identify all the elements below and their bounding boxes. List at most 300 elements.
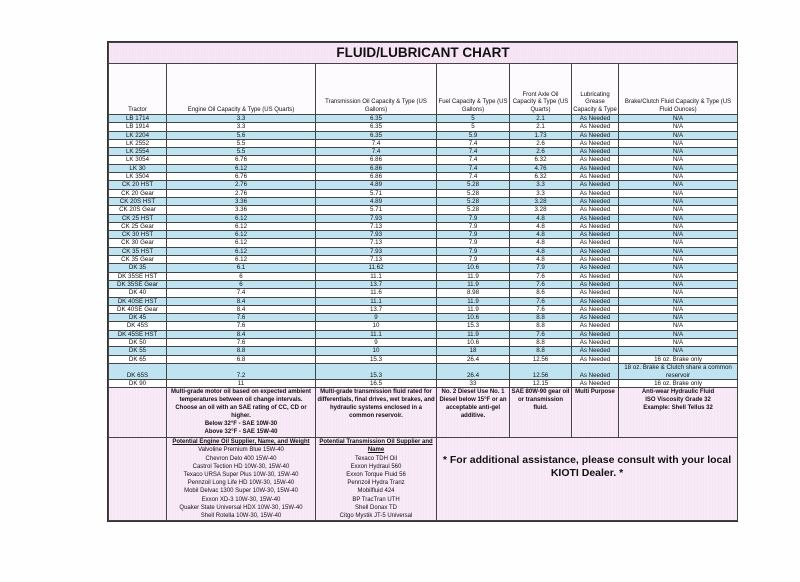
cell-tractor: DK 35SE Gear <box>109 280 167 288</box>
cell-brake: N/A <box>619 256 738 264</box>
trans-suppliers <box>316 438 437 521</box>
cell-brake: 16 oz. Brake only <box>619 355 738 363</box>
cell-grease: As Needed <box>572 123 619 131</box>
table-row <box>109 355 738 363</box>
cell-brake: N/A <box>619 272 738 280</box>
table-row <box>109 322 738 330</box>
cell-brake: N/A <box>619 123 738 131</box>
cell-fuel: 11.9 <box>437 330 510 338</box>
table-row <box>109 272 738 280</box>
cell-engine: 6.12 <box>167 256 316 264</box>
cell-fuel: 11.9 <box>437 280 510 288</box>
cell-brake: N/A <box>619 305 738 313</box>
cell-tractor: CK 30 Gear <box>109 239 167 247</box>
cell-grease: As Needed <box>572 164 619 172</box>
table-row <box>109 239 738 247</box>
cell-tractor: DK 55 <box>109 347 167 355</box>
supplier-item: Citgo Mystik JT-5 Universal <box>339 513 413 520</box>
cell-brake: N/A <box>619 222 738 230</box>
engine-suppliers <box>167 438 316 521</box>
header-grease: Lubricating Grease Capacity & Type <box>572 64 619 115</box>
cell-grease: As Needed <box>572 148 619 156</box>
cell-grease: As Needed <box>572 222 619 230</box>
cell-engine: 6 <box>167 272 316 280</box>
cell-engine: 5.6 <box>167 131 316 139</box>
cell-tractor: DK 40 <box>109 289 167 297</box>
table-row <box>109 339 738 347</box>
cell-tractor: DK 50 <box>109 339 167 347</box>
cell-fuel: 5 <box>437 123 510 131</box>
cell-grease: As Needed <box>572 206 619 214</box>
suppliers-blank <box>109 438 167 521</box>
cell-engine: 3.3 <box>167 123 316 131</box>
cell-fuel: 11.9 <box>437 272 510 280</box>
cell-axle: 8.8 <box>510 347 572 355</box>
cell-brake: N/A <box>619 156 738 164</box>
cell-grease: As Needed <box>572 339 619 347</box>
cell-trans: 4.89 <box>316 197 437 205</box>
table-row <box>109 214 738 222</box>
cell-brake: N/A <box>619 297 738 305</box>
cell-brake: N/A <box>619 330 738 338</box>
table-row <box>109 247 738 255</box>
cell-grease: As Needed <box>572 280 619 288</box>
table-row <box>109 347 738 355</box>
cell-trans: 9 <box>316 314 437 322</box>
cell-axle: 1.73 <box>510 131 572 139</box>
header-engine-oil: Engine Oil Capacity & Type (US Quarts) <box>167 64 316 115</box>
cell-axle: 3.3 <box>510 181 572 189</box>
cell-trans: 10 <box>316 347 437 355</box>
notes-front-axle: SAE 80W-90 gear oil or transmission fluid. <box>510 388 572 438</box>
cell-trans: 16.5 <box>316 379 437 387</box>
cell-tractor: CK 30 HST <box>109 231 167 239</box>
cell-brake: N/A <box>619 115 738 123</box>
cell-tractor: LB 1914 <box>109 123 167 131</box>
cell-brake: N/A <box>619 289 738 297</box>
cell-fuel: 5.28 <box>437 181 510 189</box>
cell-axle: 4.8 <box>510 214 572 222</box>
cell-fuel: 26.4 <box>437 363 510 379</box>
cell-brake: 16 oz. Brake only <box>619 379 738 387</box>
cell-fuel: 7.9 <box>437 239 510 247</box>
cell-engine: 7.6 <box>167 339 316 347</box>
cell-trans: 7.13 <box>316 222 437 230</box>
supplier-item: Texaco TDH Oil <box>355 455 397 462</box>
table-row <box>109 189 738 197</box>
cell-fuel: 7.9 <box>437 222 510 230</box>
notes-grease: Multi Purpose <box>572 388 619 438</box>
cell-fuel: 7.4 <box>437 156 510 164</box>
table-row <box>109 123 738 131</box>
table-row <box>109 197 738 205</box>
cell-fuel: 7.9 <box>437 256 510 264</box>
cell-grease: As Needed <box>572 264 619 272</box>
cell-grease: As Needed <box>572 181 619 189</box>
table-row <box>109 115 738 123</box>
header-front-axle-oil: Front Axle Oil Capacity & Type (US Quarts) <box>510 64 572 115</box>
header-row <box>109 64 738 115</box>
cell-axle: 6.32 <box>510 156 572 164</box>
cell-grease: As Needed <box>572 355 619 363</box>
cell-axle: 7.6 <box>510 280 572 288</box>
supplier-item: Shell Rotella 10W-30, 15W-40 <box>200 513 282 520</box>
cell-axle: 8.8 <box>510 322 572 330</box>
cell-fuel: 5 <box>437 115 510 123</box>
brake-note-2: ISO Viscosity Grade 32 <box>645 397 711 404</box>
cell-trans: 6.86 <box>316 156 437 164</box>
cell-fuel: 10.6 <box>437 314 510 322</box>
cell-engine: 6.12 <box>167 247 316 255</box>
engine-suppliers-title: Potential Engine Oil Supplier, Name, and Weight <box>172 439 310 446</box>
supplier-item: Pennzoil Long Life HD 10W-30, 15W-40 <box>187 480 295 487</box>
cell-axle: 7.6 <box>510 297 572 305</box>
cell-brake: N/A <box>619 181 738 189</box>
trans-suppliers-list <box>317 455 435 521</box>
cell-axle: 3.28 <box>510 206 572 214</box>
cell-engine: 7.2 <box>167 363 316 379</box>
cell-grease: As Needed <box>572 305 619 313</box>
supplier-item: Mobil Delvac 1300 Super 10W-30, 15W-40 <box>184 488 298 495</box>
cell-fuel: 7.9 <box>437 247 510 255</box>
cell-brake: N/A <box>619 139 738 147</box>
cell-trans: 5.71 <box>316 189 437 197</box>
cell-trans: 7.93 <box>316 214 437 222</box>
cell-engine: 2.76 <box>167 189 316 197</box>
cell-engine: 11 <box>167 379 316 387</box>
cell-grease: As Needed <box>572 379 619 387</box>
cell-tractor: DK 65 <box>109 355 167 363</box>
cell-fuel: 11.9 <box>437 297 510 305</box>
cell-trans: 11.1 <box>316 330 437 338</box>
supplier-item: Chevron Delo 400 15W-40 <box>205 455 277 462</box>
supplier-item: Shell Donax TD <box>355 504 397 511</box>
cell-tractor: CK 20S HST <box>109 197 167 205</box>
header-tractor: Tractor <box>109 64 167 115</box>
notes-brake <box>619 388 738 438</box>
table-body <box>109 115 738 388</box>
cell-trans: 7.93 <box>316 247 437 255</box>
cell-trans: 15.3 <box>316 363 437 379</box>
cell-fuel: 7.4 <box>437 164 510 172</box>
cell-engine: 2.76 <box>167 181 316 189</box>
cell-fuel: 7.9 <box>437 231 510 239</box>
cell-trans: 10 <box>316 322 437 330</box>
cell-tractor: CK 25 Gear <box>109 222 167 230</box>
cell-grease: As Needed <box>572 115 619 123</box>
table-row <box>109 131 738 139</box>
engine-note: Multi-grade motor oil based on expected ambient temperatures between oil change intervals. Choose an oil with an SAE rating of CC, CD or higher. <box>170 389 312 420</box>
supplier-item: Valvoline Premium Blue 15W-40 <box>198 447 284 454</box>
cell-trans: 7.4 <box>316 148 437 156</box>
engine-below: Below 32°F - SAE 10W-30 <box>204 421 278 428</box>
cell-trans: 5.71 <box>316 206 437 214</box>
notes-fuel: No. 2 Diesel Use No. 1 Diesel below 15°F or an acceptable anti-gel additive. <box>437 388 510 438</box>
cell-fuel: 7.4 <box>437 173 510 181</box>
cell-tractor: LK 3054 <box>109 156 167 164</box>
cell-trans: 9 <box>316 339 437 347</box>
table-row <box>109 256 738 264</box>
cell-grease: As Needed <box>572 314 619 322</box>
cell-trans: 7.13 <box>316 239 437 247</box>
cell-engine: 7.4 <box>167 289 316 297</box>
cell-axle: 12.56 <box>510 355 572 363</box>
fluid-lubricant-chart <box>107 41 738 522</box>
cell-engine: 6.1 <box>167 264 316 272</box>
brake-note-1: Anti-wear Hydraulic Fluid <box>641 389 715 396</box>
cell-grease: As Needed <box>572 247 619 255</box>
cell-axle: 3.28 <box>510 197 572 205</box>
table-row <box>109 280 738 288</box>
cell-trans: 7.4 <box>316 139 437 147</box>
cell-axle: 8.6 <box>510 289 572 297</box>
table-row <box>109 297 738 305</box>
cell-grease: As Needed <box>572 139 619 147</box>
table-row <box>109 222 738 230</box>
notes-blank <box>109 388 167 438</box>
cell-axle: 4.76 <box>510 164 572 172</box>
cell-trans: 6.86 <box>316 173 437 181</box>
cell-fuel: 10.6 <box>437 264 510 272</box>
table-row <box>109 181 738 189</box>
cell-axle: 2.1 <box>510 115 572 123</box>
cell-engine: 8.4 <box>167 297 316 305</box>
table-row <box>109 289 738 297</box>
suppliers-row <box>109 438 738 521</box>
cell-grease: As Needed <box>572 347 619 355</box>
cell-brake: 18 oz. Brake & Clutch share a common reservoir <box>619 363 738 379</box>
chart-title: FLUID/LUBRICANT CHART <box>109 43 738 64</box>
cell-brake: N/A <box>619 247 738 255</box>
cell-brake: N/A <box>619 264 738 272</box>
supplier-item: Exxon XD-3 10W-30, 15W-40 <box>201 496 281 503</box>
assistance-note: * For additional assistance, please consult with your local KIOTI Dealer. * <box>442 454 732 480</box>
cell-trans: 11.62 <box>316 264 437 272</box>
table-row <box>109 363 738 379</box>
cell-engine: 6 <box>167 280 316 288</box>
cell-trans: 6.35 <box>316 123 437 131</box>
cell-trans: 6.35 <box>316 115 437 123</box>
notes-transmission: Multi-grade transmission fluid rated for differentials, final drives, wet brakes, and hydraulic systems enclosed in a common reservoir. <box>316 388 437 438</box>
cell-tractor: CK 35 Gear <box>109 256 167 264</box>
table-row <box>109 379 738 387</box>
cell-tractor: LK 2204 <box>109 131 167 139</box>
cell-engine: 7.6 <box>167 322 316 330</box>
cell-tractor: CK 25 HST <box>109 214 167 222</box>
notes-row <box>109 388 738 438</box>
cell-grease: As Needed <box>572 256 619 264</box>
cell-tractor: DK 45S <box>109 322 167 330</box>
cell-engine: 3.36 <box>167 197 316 205</box>
cell-trans: 11.6 <box>316 289 437 297</box>
cell-grease: As Needed <box>572 239 619 247</box>
cell-tractor: DK 35SE HST <box>109 272 167 280</box>
cell-tractor: DK 40SE HST <box>109 297 167 305</box>
cell-fuel: 11.9 <box>437 305 510 313</box>
cell-engine: 6.12 <box>167 164 316 172</box>
table-row <box>109 330 738 338</box>
supplier-item: Pennzoil Hydra Tranz <box>347 480 405 487</box>
cell-tractor: LK 2552 <box>109 139 167 147</box>
supplier-item: Exxon Hydraul 560 <box>350 463 402 470</box>
cell-axle: 7.6 <box>510 305 572 313</box>
cell-tractor: LK 2554 <box>109 148 167 156</box>
cell-grease: As Needed <box>572 231 619 239</box>
cell-axle: 2.6 <box>510 139 572 147</box>
cell-brake: N/A <box>619 173 738 181</box>
cell-engine: 5.5 <box>167 139 316 147</box>
engine-suppliers-list <box>168 446 314 520</box>
cell-brake: N/A <box>619 347 738 355</box>
cell-grease: As Needed <box>572 363 619 379</box>
cell-grease: As Needed <box>572 297 619 305</box>
table-row <box>109 156 738 164</box>
cell-tractor: CK 35 HST <box>109 247 167 255</box>
cell-fuel: 7.9 <box>437 214 510 222</box>
table-row <box>109 231 738 239</box>
cell-engine: 6.12 <box>167 214 316 222</box>
cell-brake: N/A <box>619 322 738 330</box>
cell-axle: 12.15 <box>510 379 572 387</box>
supplier-item: BP TracTran UTH <box>352 496 400 503</box>
cell-grease: As Needed <box>572 289 619 297</box>
cell-engine: 8.8 <box>167 347 316 355</box>
table-row <box>109 173 738 181</box>
engine-above: Above 32°F - SAE 15W-40 <box>204 429 278 436</box>
cell-tractor: CK 20 Gear <box>109 189 167 197</box>
cell-grease: As Needed <box>572 189 619 197</box>
cell-tractor: DK 40SE Gear <box>109 305 167 313</box>
cell-brake: N/A <box>619 231 738 239</box>
cell-tractor: LB 1714 <box>109 115 167 123</box>
cell-engine: 6.12 <box>167 222 316 230</box>
cell-engine: 3.36 <box>167 206 316 214</box>
cell-engine: 6.12 <box>167 231 316 239</box>
cell-axle: 8.8 <box>510 314 572 322</box>
cell-tractor: DK 90 <box>109 379 167 387</box>
cell-axle: 4.8 <box>510 231 572 239</box>
cell-axle: 4.8 <box>510 256 572 264</box>
cell-fuel: 5.28 <box>437 206 510 214</box>
cell-fuel: 10.6 <box>437 339 510 347</box>
cell-tractor: DK 45 <box>109 314 167 322</box>
cell-axle: 4.8 <box>510 239 572 247</box>
cell-brake: N/A <box>619 131 738 139</box>
cell-fuel: 5.28 <box>437 189 510 197</box>
table-row <box>109 264 738 272</box>
cell-axle: 4.8 <box>510 222 572 230</box>
cell-brake: N/A <box>619 239 738 247</box>
cell-brake: N/A <box>619 214 738 222</box>
cell-grease: As Needed <box>572 214 619 222</box>
table-row <box>109 148 738 156</box>
cell-engine: 6.76 <box>167 156 316 164</box>
cell-trans: 6.86 <box>316 164 437 172</box>
cell-engine: 8.4 <box>167 330 316 338</box>
cell-axle: 6.32 <box>510 173 572 181</box>
chart-table <box>108 42 738 521</box>
cell-fuel: 8.98 <box>437 289 510 297</box>
cell-tractor: DK 65S <box>109 363 167 379</box>
cell-engine: 6.12 <box>167 239 316 247</box>
cell-trans: 7.93 <box>316 231 437 239</box>
cell-tractor: LK 30 <box>109 164 167 172</box>
cell-brake: N/A <box>619 280 738 288</box>
cell-engine: 7.6 <box>167 314 316 322</box>
cell-brake: N/A <box>619 197 738 205</box>
cell-axle: 7.6 <box>510 272 572 280</box>
cell-fuel: 5.28 <box>437 197 510 205</box>
table-row <box>109 305 738 313</box>
table-row <box>109 206 738 214</box>
cell-axle: 4.8 <box>510 247 572 255</box>
cell-tractor: CK 20 HST <box>109 181 167 189</box>
cell-axle: 8.8 <box>510 339 572 347</box>
cell-grease: As Needed <box>572 156 619 164</box>
cell-fuel: 7.4 <box>437 148 510 156</box>
cell-engine: 8.4 <box>167 305 316 313</box>
cell-brake: N/A <box>619 206 738 214</box>
cell-fuel: 33 <box>437 379 510 387</box>
cell-grease: As Needed <box>572 197 619 205</box>
cell-trans: 7.13 <box>316 256 437 264</box>
cell-axle: 2.1 <box>510 123 572 131</box>
cell-fuel: 7.4 <box>437 139 510 147</box>
supplier-item: Quaker State Universal HDX 10W-30, 15W-40 <box>179 504 303 511</box>
assistance-cell <box>437 438 738 521</box>
cell-engine: 5.5 <box>167 148 316 156</box>
cell-axle: 7.9 <box>510 264 572 272</box>
cell-fuel: 18 <box>437 347 510 355</box>
notes-engine-oil <box>167 388 316 438</box>
cell-trans: 11.1 <box>316 272 437 280</box>
cell-axle: 7.6 <box>510 330 572 338</box>
cell-brake: N/A <box>619 189 738 197</box>
cell-fuel: 26.4 <box>437 355 510 363</box>
brake-note-3: Example: Shell Tellus 32 <box>643 405 713 412</box>
header-brake-clutch: Brake/Clutch Fluid Capacity & Type (US Fluid Ounces) <box>619 64 738 115</box>
cell-engine: 6.8 <box>167 355 316 363</box>
cell-grease: As Needed <box>572 330 619 338</box>
cell-brake: N/A <box>619 339 738 347</box>
cell-grease: As Needed <box>572 131 619 139</box>
header-fuel: Fuel Capacity & Type (US Gallons) <box>437 64 510 115</box>
cell-trans: 15.3 <box>316 355 437 363</box>
cell-axle: 2.6 <box>510 148 572 156</box>
cell-brake: N/A <box>619 314 738 322</box>
cell-tractor: DK 45SE HST <box>109 330 167 338</box>
cell-trans: 11.1 <box>316 297 437 305</box>
trans-suppliers-title: Potential Transmission Oil Supplier and Name <box>319 439 433 454</box>
table-row <box>109 139 738 147</box>
cell-trans: 4.89 <box>316 181 437 189</box>
cell-axle: 12.56 <box>510 363 572 379</box>
cell-fuel: 15.3 <box>437 322 510 330</box>
supplier-item: Castrol Tection HD 10W-30, 15W-40 <box>192 463 290 470</box>
cell-trans: 6.35 <box>316 131 437 139</box>
cell-grease: As Needed <box>572 272 619 280</box>
cell-trans: 13.7 <box>316 305 437 313</box>
cell-grease: As Needed <box>572 173 619 181</box>
cell-engine: 3.3 <box>167 115 316 123</box>
supplier-item: Exxon Torque Fluid 56 <box>346 472 406 479</box>
table-row <box>109 164 738 172</box>
supplier-item: Texaco URSA Super Plus 10W-30, 15W-40 <box>183 472 299 479</box>
cell-brake: N/A <box>619 164 738 172</box>
table-row <box>109 314 738 322</box>
cell-engine: 6.76 <box>167 173 316 181</box>
cell-tractor: LK 3504 <box>109 173 167 181</box>
